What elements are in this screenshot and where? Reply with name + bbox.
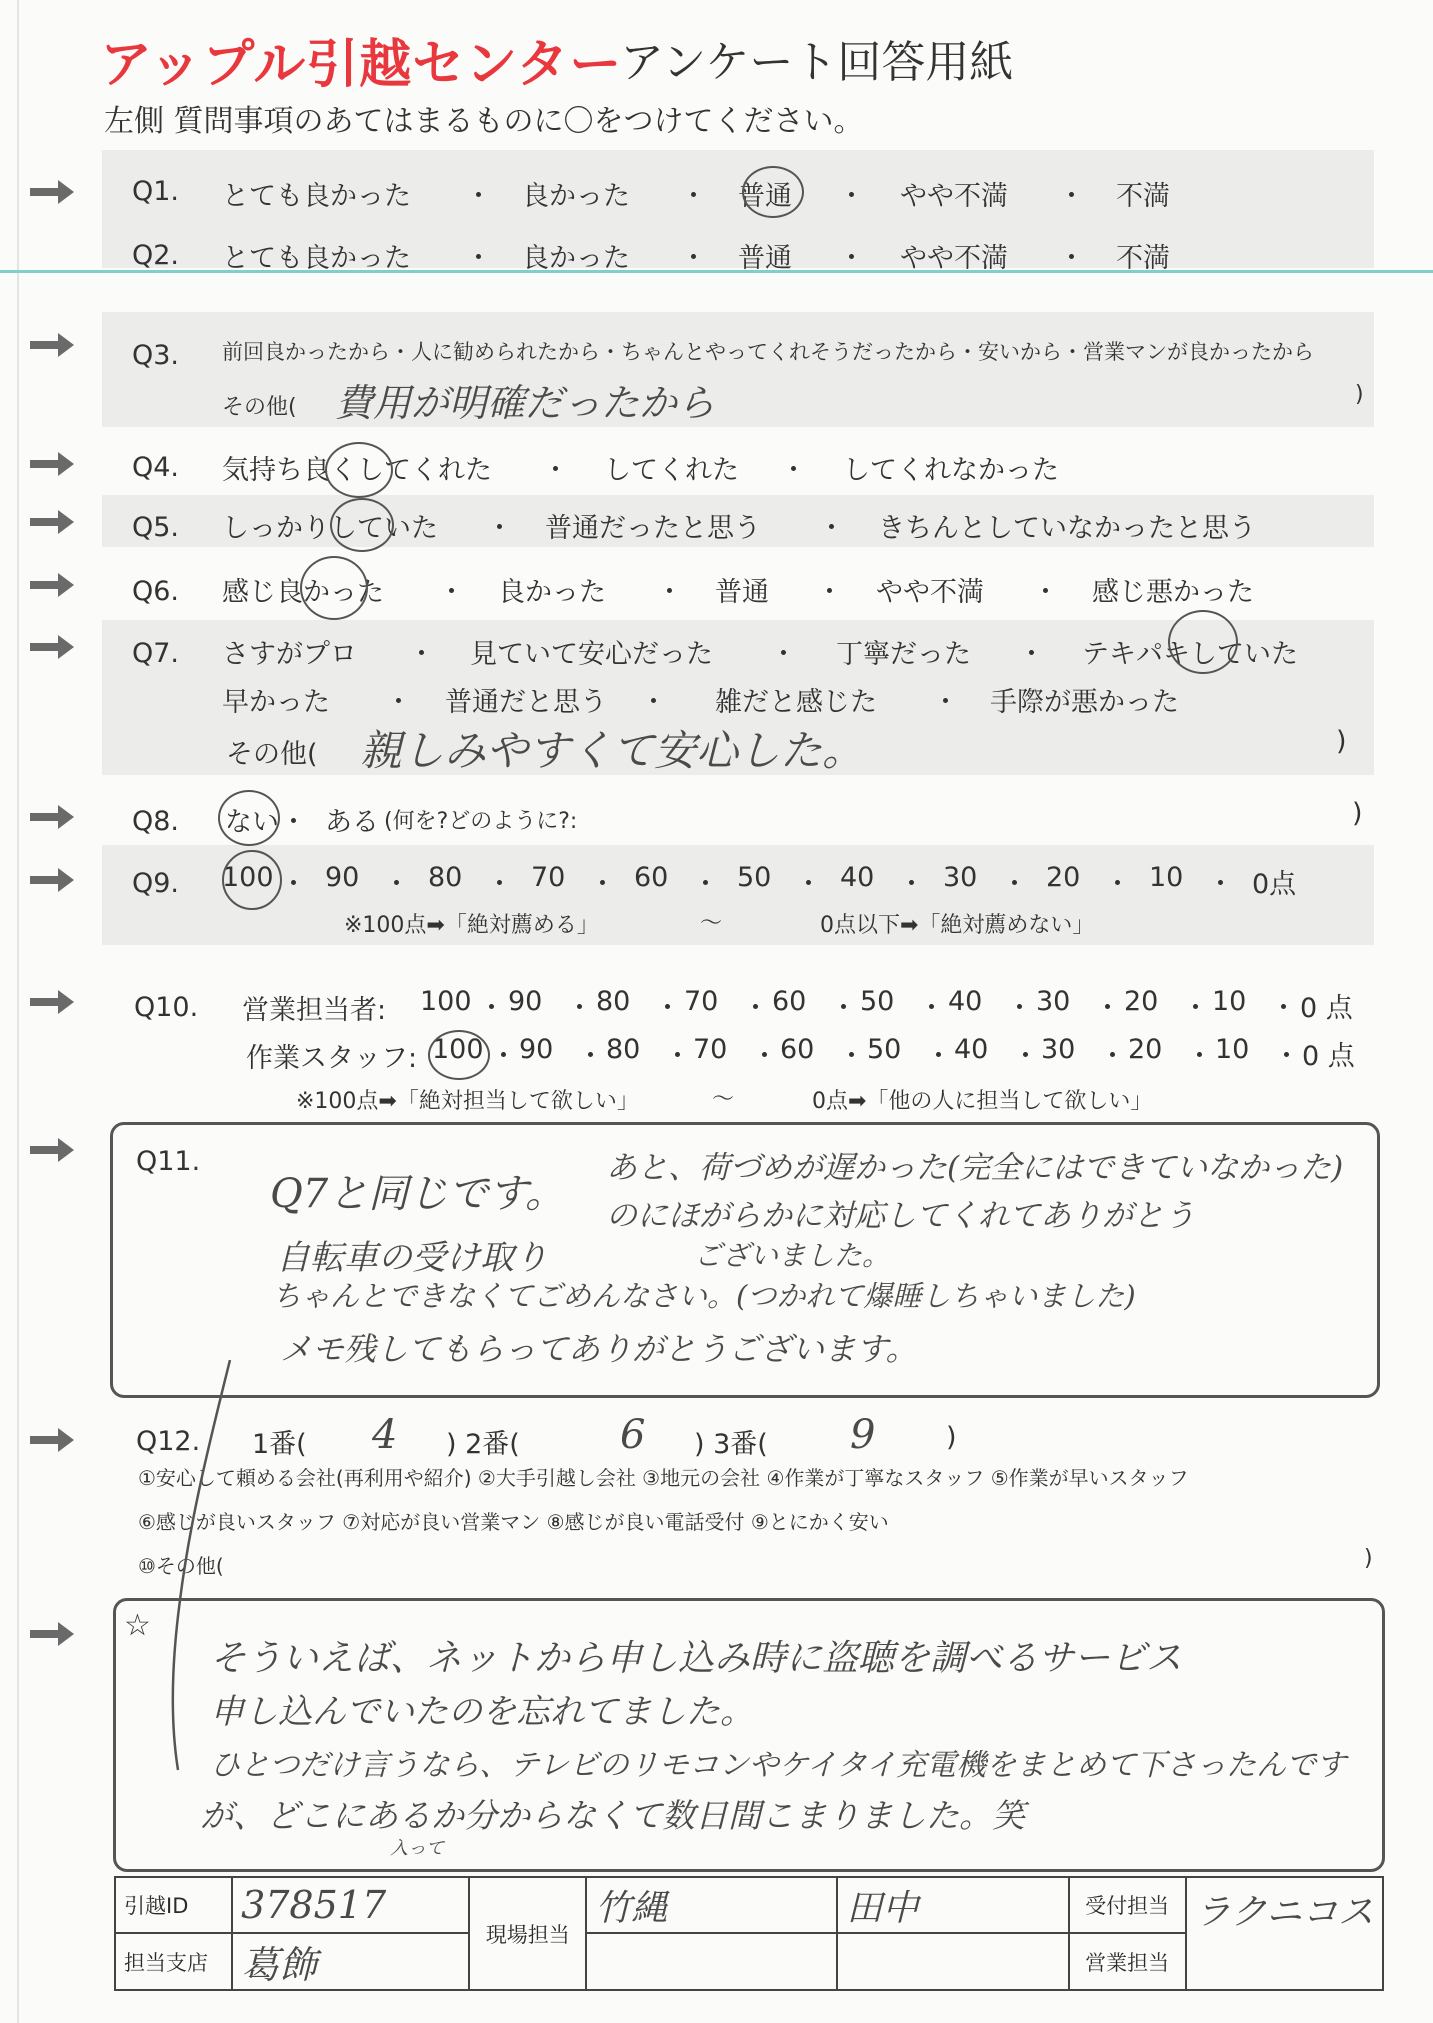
q10-sales_scale-value-0[interactable]: 100 — [420, 986, 472, 1017]
q10-staff_scale-value-6[interactable]: 40 — [954, 1034, 989, 1065]
q9-scale-value-5[interactable]: 50 — [737, 862, 772, 893]
q7-option-3[interactable]: 丁寧だった — [836, 639, 971, 670]
q10-staff_scale-value-1[interactable]: 90 — [519, 1034, 554, 1065]
q3-label: Q3. — [132, 340, 180, 371]
q10-sales_scale-value-9[interactable]: 10 — [1212, 986, 1247, 1017]
q12-label: Q12. — [136, 1426, 201, 1457]
q9-scale-value-0[interactable]: 100 — [222, 862, 274, 893]
q4-option-3[interactable]: してくれなかった — [843, 455, 1059, 486]
instruction-text: 左側 質問事項のあてはまるものに〇をつけてください。 — [104, 104, 864, 139]
separator-dot: ・ — [577, 1041, 604, 1072]
separator-dot: ・ — [465, 181, 492, 212]
q10-sales_scale-value-7[interactable]: 30 — [1036, 986, 1071, 1017]
free-comment-line-1: そういえば、ネットから申し込み時に盗聴を調べるサービス — [210, 1638, 1183, 1679]
q4-option-2[interactable]: してくれた — [604, 455, 739, 486]
separator-dot: ・ — [816, 577, 843, 608]
separator-dot: ・ — [1012, 1041, 1039, 1072]
q9-scale-value-8[interactable]: 20 — [1046, 862, 1081, 893]
q9-scale-value-9[interactable]: 10 — [1149, 862, 1184, 893]
q9-label: Q9. — [132, 868, 180, 899]
separator-dot: ・ — [385, 687, 412, 718]
arrow-q6 — [30, 573, 74, 597]
separator-dot: ・ — [1186, 1041, 1213, 1072]
q2-option-5[interactable]: 不満 — [1116, 243, 1170, 274]
q9-note-right: 0点以下➡「絶対薦めない」 — [820, 913, 1095, 938]
q8-option-1[interactable]: ない — [225, 807, 279, 838]
separator-dot: ・ — [566, 993, 593, 1024]
q10-note-left: ※100点➡「絶対担当して欲しい」 — [296, 1089, 639, 1114]
q3-other-label: その他( — [222, 395, 297, 420]
q1-option-2[interactable]: 良かった — [522, 181, 630, 212]
q10-sales_scale-value-6[interactable]: 40 — [948, 986, 983, 1017]
q8-selected-circle — [218, 790, 280, 846]
separator-dot: ・ — [1104, 869, 1131, 900]
q7-close-paren: ) — [1336, 726, 1347, 757]
q9-scale-value-10[interactable]: 0点 — [1252, 869, 1297, 900]
q10-staff_scale-value-7[interactable]: 30 — [1041, 1034, 1076, 1065]
free-comment-line-2: 申し込んでいたのを忘れてました。 — [210, 1692, 754, 1732]
move-id-label: 引越ID — [115, 1877, 232, 1933]
q7-option-4[interactable]: テキパキしていた — [1082, 639, 1298, 670]
q11-line-7: メモ残してもらってありがとうございます。 — [280, 1330, 918, 1368]
q10-sales_scale-value-3[interactable]: 70 — [684, 986, 719, 1017]
q7-other-label: その他( — [226, 739, 318, 770]
q7-option-7[interactable]: 雑だと感じた — [715, 687, 877, 718]
separator-dot: ・ — [838, 181, 865, 212]
reception-value: ラクニコス — [1194, 1892, 1374, 1933]
arrow-q8 — [30, 805, 74, 829]
q11-line-1: Q7と同じです。 — [270, 1171, 566, 1217]
q10-staff_scale-value-0[interactable]: 100 — [432, 1034, 484, 1065]
separator-dot: ・ — [932, 687, 959, 718]
separator-dot: ・ — [1182, 993, 1209, 1024]
separator-dot: ・ — [490, 1041, 517, 1072]
separator-dot: ・ — [1273, 1041, 1300, 1072]
q6-option-3[interactable]: 普通 — [715, 577, 769, 608]
separator-dot: ・ — [918, 993, 945, 1024]
q2-option-3[interactable]: 普通 — [738, 243, 792, 274]
q11-line-4: 自転車の受け取り — [276, 1238, 548, 1278]
q12-second-value: 6 — [620, 1412, 646, 1458]
separator-dot: ・ — [280, 807, 307, 838]
q10-staff_scale-value-3[interactable]: 70 — [693, 1034, 728, 1065]
arrow-q10 — [30, 990, 74, 1014]
q5-option-3[interactable]: きちんとしていなかったと思う — [878, 513, 1256, 544]
q10-staff_scale-value-5[interactable]: 50 — [867, 1034, 902, 1065]
q11-line-5: ございました。 — [694, 1239, 891, 1272]
q9-scale-value-2[interactable]: 80 — [428, 862, 463, 893]
q8-option-2[interactable]: ある — [325, 807, 379, 838]
scan-guide-line — [0, 270, 1433, 273]
q10-staff_scale-value-9[interactable]: 10 — [1215, 1034, 1250, 1065]
q10-sales_scale-value-5[interactable]: 50 — [860, 986, 895, 1017]
separator-dot: ・ — [465, 243, 492, 274]
q3-close-paren: ) — [1355, 382, 1364, 407]
q1-label: Q1. — [132, 176, 180, 207]
q4-label: Q4. — [132, 452, 180, 483]
separator-dot: ・ — [770, 639, 797, 670]
site-staff-4-cell — [837, 1933, 1068, 1990]
q7-option-5[interactable]: 早かった — [222, 687, 330, 718]
separator-dot: ・ — [680, 243, 707, 274]
q7-other-answer: 親しみやすくて安心した。 — [360, 726, 865, 775]
separator-dot: ・ — [795, 869, 822, 900]
q7-option-2[interactable]: 見ていて安心だった — [470, 639, 713, 670]
separator-dot: ・ — [486, 513, 513, 544]
q10-staff_scale-value-4[interactable]: 60 — [780, 1034, 815, 1065]
q12-third-value: 9 — [850, 1412, 876, 1458]
form-title: アンケート回答用紙 — [620, 37, 1014, 88]
q10-staff_scale-value-8[interactable]: 20 — [1128, 1034, 1163, 1065]
q12-second-label: ) 2番( — [446, 1429, 520, 1460]
arrow-q11 — [30, 1138, 74, 1162]
pen-stroke — [150, 1360, 250, 1780]
separator-dot: ・ — [780, 455, 807, 486]
office-use-table — [114, 1876, 1384, 1991]
q10-sales_scale-value-1[interactable]: 90 — [508, 986, 543, 1017]
q9-scale-value-7[interactable]: 30 — [943, 862, 978, 893]
q7-label: Q7. — [132, 638, 180, 669]
q12-choices-row-3: ⑩その他( — [138, 1554, 224, 1578]
arrow-q4 — [30, 452, 74, 476]
q3-options-line[interactable]: 前回良かったから・人に勧められたから・ちゃんとやってくれそうだったから・安いから・営業マンが良かったから — [222, 340, 1314, 364]
q9-note-mid: 〜 — [700, 911, 723, 936]
q10-staff-label: 作業スタッフ: — [246, 1043, 418, 1074]
separator-dot: ・ — [1270, 993, 1297, 1024]
separator-dot: ・ — [640, 687, 667, 718]
separator-dot: ・ — [1058, 243, 1085, 274]
q1-selected-circle — [742, 166, 804, 218]
separator-dot: ・ — [680, 181, 707, 212]
q9-note-left: ※100点➡「絶対薦める」 — [344, 913, 599, 938]
q10-sales-label: 営業担当者: — [242, 995, 387, 1026]
branch-value-cell — [232, 1933, 469, 1990]
site-staff-3-cell — [586, 1933, 837, 1990]
q2-label: Q2. — [132, 240, 180, 271]
separator-dot: ・ — [1207, 869, 1234, 900]
sales-staff-label: 営業担当 — [1069, 1933, 1186, 1990]
q3-other-answer: 費用が明確だったから — [335, 381, 716, 425]
q11-line-2: あと、荷づめが遅かった(完全にはできていなかった) — [606, 1150, 1344, 1186]
separator-dot: ・ — [925, 1041, 952, 1072]
q4-selected-circle — [325, 442, 393, 498]
separator-dot: ・ — [1032, 577, 1059, 608]
q12-choices-close: ) — [1364, 1546, 1373, 1571]
separator-dot: ・ — [751, 1041, 778, 1072]
q7-selected-circle — [1168, 610, 1238, 674]
q8-close-paren: ) — [1352, 798, 1363, 829]
q9-scale-value-1[interactable]: 90 — [325, 862, 360, 893]
q10-label: Q10. — [134, 992, 199, 1023]
arrow-q7 — [30, 635, 74, 659]
reception-value-cell — [1186, 1877, 1383, 1990]
q2-option-4[interactable]: やや不満 — [900, 243, 1008, 274]
q1-option-4[interactable]: やや不満 — [900, 181, 1008, 212]
arrow-q12 — [30, 1428, 74, 1452]
separator-dot: ・ — [486, 869, 513, 900]
separator-dot: ・ — [408, 639, 435, 670]
q2-option-1[interactable]: とても良かった — [222, 243, 411, 274]
q5-label: Q5. — [132, 512, 180, 543]
q10-note-mid: 〜 — [712, 1087, 735, 1112]
branch-label: 担当支店 — [115, 1933, 232, 1990]
q7-option-1[interactable]: さすがプロ — [222, 639, 357, 670]
q12-choices-row-2: ⑥感じが良いスタッフ ⑦対応が良い営業マン ⑧感じが良い電話受付 ⑨とにかく安い — [138, 1510, 889, 1534]
q8-prompt: (何を?どのように?: — [384, 809, 578, 834]
arrow-q9 — [30, 868, 74, 892]
q5-option-1[interactable]: しっかりしていた — [222, 513, 438, 544]
site-staff-2: 田中 — [846, 1887, 919, 1929]
q10-staff_scale-value-10[interactable]: 0 点 — [1302, 1041, 1355, 1072]
separator-dot: ・ — [664, 1041, 691, 1072]
q11-line-6: ちゃんとできなくてごめんなさい。(つかれて爆睡しちゃいました) — [272, 1279, 1136, 1313]
separator-dot: ・ — [656, 577, 683, 608]
separator-dot: ・ — [438, 577, 465, 608]
move-id: 378517 — [241, 1883, 387, 1927]
separator-dot: ・ — [1094, 993, 1121, 1024]
q12-close: ) — [946, 1422, 957, 1453]
arrow-q1 — [30, 180, 74, 204]
separator-dot: ・ — [542, 455, 569, 486]
site-staff-label: 現場担当 — [469, 1877, 586, 1990]
q10-sales_scale-value-2[interactable]: 80 — [596, 986, 631, 1017]
separator-dot: ・ — [1058, 181, 1085, 212]
q10-staff_scale-value-2[interactable]: 80 — [606, 1034, 641, 1065]
separator-dot: ・ — [742, 993, 769, 1024]
q6-selected-circle — [300, 556, 368, 620]
reception-label: 受付担当 — [1069, 1877, 1186, 1933]
site-staff-2-cell — [837, 1877, 1068, 1933]
q6-option-4[interactable]: やや不満 — [876, 577, 984, 608]
q11-line-3: のにほがらかに対応してくれてありがとう — [606, 1198, 1195, 1234]
q1-option-3[interactable]: 普通 — [738, 181, 792, 212]
star-icon: ☆ — [124, 1608, 151, 1643]
binding-edge-line — [17, 0, 19, 2023]
arrow-q5 — [30, 510, 74, 534]
arrow-q3 — [30, 333, 74, 357]
q1-option-1[interactable]: とても良かった — [222, 181, 411, 212]
separator-dot: ・ — [383, 869, 410, 900]
separator-dot: ・ — [838, 243, 865, 274]
separator-dot: ・ — [1099, 1041, 1126, 1072]
q10-staff-selected-circle — [428, 1030, 490, 1080]
q2-option-2[interactable]: 良かった — [522, 243, 630, 274]
q6-option-1[interactable]: 感じ良かった — [222, 577, 384, 608]
q8-label: Q8. — [132, 806, 180, 837]
q6-label: Q6. — [132, 576, 180, 607]
q5-option-2[interactable]: 普通だったと思う — [545, 513, 761, 544]
q6-option-2[interactable]: 良かった — [498, 577, 606, 608]
q7-option-6[interactable]: 普通だと思う — [445, 687, 607, 718]
q12-first-value: 4 — [372, 1412, 398, 1458]
q10-sales_scale-value-8[interactable]: 20 — [1124, 986, 1159, 1017]
separator-dot: ・ — [478, 993, 505, 1024]
separator-dot: ・ — [1018, 639, 1045, 670]
q1-option-5[interactable]: 不満 — [1116, 181, 1170, 212]
free-comment-line-3: ひとつだけ言うなら、テレビのリモコンやケイタイ充電機をまとめて下さったんです — [210, 1748, 1347, 1783]
q9-scale-value-6[interactable]: 40 — [840, 862, 875, 893]
free-comment-insert-note: 入って — [390, 1838, 444, 1859]
q6-option-5[interactable]: 感じ悪かった — [1092, 577, 1254, 608]
q4-option-1[interactable]: 気持ち良くしてくれた — [222, 455, 492, 486]
branch-value: 葛飾 — [241, 1943, 318, 1987]
q5-selected-circle — [330, 498, 394, 552]
q10-note-right: 0点➡「他の人に担当して欲しい」 — [812, 1089, 1153, 1114]
separator-dot: ・ — [830, 993, 857, 1024]
q12-choices-row-1: ①安心して頼める会社(再利用や紹介) ②大手引越し会社 ③地元の会社 ④作業が丁寧なスタッフ ⑤作業が早いスタッフ — [138, 1466, 1189, 1490]
site-staff-1-cell — [586, 1877, 837, 1933]
q10-sales_scale-value-4[interactable]: 60 — [772, 986, 807, 1017]
company-name: アップル引越センター — [100, 35, 623, 95]
q12-third-label: ) 3番( — [694, 1429, 768, 1460]
q12-first-label: 1番( — [252, 1429, 307, 1460]
separator-dot: ・ — [654, 993, 681, 1024]
separator-dot: ・ — [838, 1041, 865, 1072]
q9-scale-value-3[interactable]: 70 — [531, 862, 566, 893]
arrow-star — [30, 1622, 74, 1646]
q9-scale-value-4[interactable]: 60 — [634, 862, 669, 893]
q9-selected-circle — [222, 850, 282, 910]
separator-dot: ・ — [1006, 993, 1033, 1024]
separator-dot: ・ — [589, 869, 616, 900]
q11-label: Q11. — [136, 1146, 201, 1177]
q10-sales_scale-value-10[interactable]: 0 点 — [1300, 993, 1353, 1024]
separator-dot: ・ — [692, 869, 719, 900]
q7-option-8[interactable]: 手際が悪かった — [990, 687, 1179, 718]
free-comment-line-4: が、どこにあるか分からなくて数日間こまりました。笑 — [200, 1796, 1025, 1835]
separator-dot: ・ — [280, 869, 307, 900]
move-id-value — [232, 1877, 469, 1933]
separator-dot: ・ — [1001, 869, 1028, 900]
separator-dot: ・ — [898, 869, 925, 900]
site-staff-1: 竹縄 — [595, 1887, 668, 1929]
separator-dot: ・ — [818, 513, 845, 544]
